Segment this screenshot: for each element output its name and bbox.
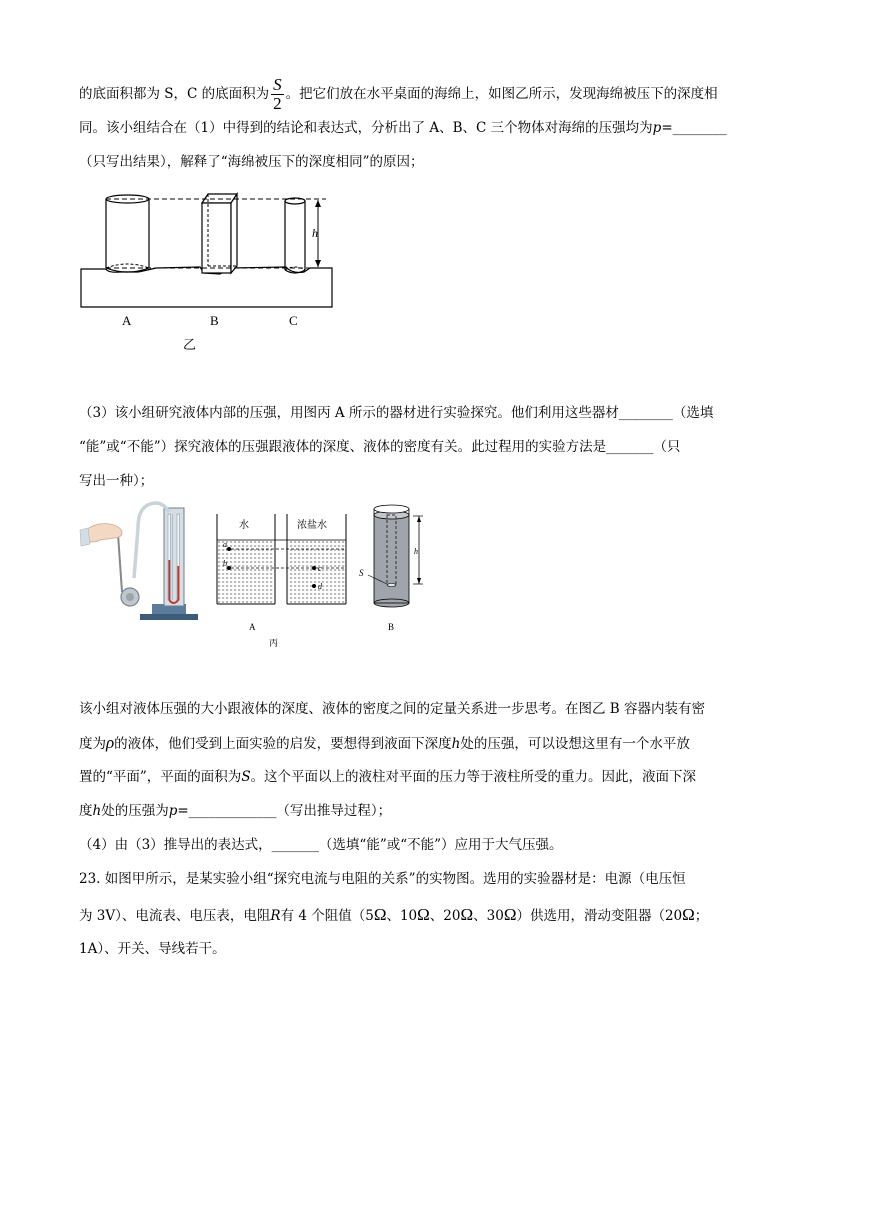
label-c: C	[289, 313, 298, 328]
label-a: A	[249, 622, 256, 632]
symbol-rho: ρ	[106, 733, 115, 752]
text: 的液体，他们受到上面实验的启发，要想得到液面下深度	[114, 736, 452, 752]
text: 有 4 个阻值（5	[280, 908, 374, 924]
question-23-text: 23. 如图甲所示，是某实验小组“探究电流与电阻的关系”的实物图。选用的实验器材是：电源（电压恒	[79, 871, 686, 887]
label-b: B	[210, 313, 219, 328]
variable-s: S	[241, 769, 251, 785]
text-line	[79, 76, 718, 113]
symbol-ohm: Ω	[682, 905, 695, 924]
label-brine: 浓盐水	[297, 520, 327, 531]
variable-p: p	[652, 120, 662, 136]
text-line	[79, 699, 705, 719]
text-line	[79, 767, 696, 787]
text: 。这个平面以上的液柱对平面的压力等于液柱所受的重力。因此，液面下深	[250, 769, 697, 785]
figure-yi	[78, 186, 340, 356]
symbol-ohm: Ω	[373, 905, 387, 924]
answer-blank: =_____________（写出推导过程）；	[177, 803, 392, 819]
text: 写出一种）；	[79, 473, 154, 489]
text: 置的“平面”，平面的面积为	[79, 769, 242, 785]
text: 度	[79, 803, 93, 819]
text-line	[79, 152, 424, 172]
text-line	[79, 905, 708, 926]
figure-caption: 乙	[183, 337, 197, 352]
text: 的底面积都为 S，C 的底面积为	[79, 86, 270, 102]
variable-h: h	[92, 803, 102, 819]
text-line	[79, 835, 563, 855]
variable-r: R	[270, 908, 281, 924]
text: 同。该小组结合在（1）中得到的结论和表达式，分析出了 A、B、C 三个物体对海绵的压强均为	[79, 120, 653, 136]
symbol-ohm: Ω	[417, 905, 430, 924]
label-h: h	[312, 226, 318, 240]
text-line	[79, 118, 727, 138]
text: 度为	[79, 736, 106, 752]
text-line	[79, 869, 686, 889]
point-b: b	[223, 559, 227, 568]
text: （4）由（3）推导出的表达式，_______（选填“能”或“不能”）应用于大气压强。	[79, 837, 563, 853]
symbol-ohm: Ω	[503, 905, 517, 924]
text: ；	[694, 908, 709, 924]
text: 。把它们放在水平桌面的海绵上，如图乙所示，发现海绵被压下的深度相	[285, 86, 718, 102]
text-line	[79, 733, 690, 754]
label-water: 水	[239, 520, 249, 531]
label-a: A	[122, 313, 132, 328]
text-line	[79, 939, 226, 959]
text: 处的压强，可以设想这里有一个水平放	[460, 736, 690, 752]
text: 为 3V）、电流表、电压表，电阻	[79, 908, 271, 924]
text: 、10	[386, 908, 418, 924]
fraction-s-over-2: $\frac{S}{2}$	[273, 75, 282, 113]
text: 处的压强为	[101, 803, 169, 819]
label-b: B	[388, 622, 395, 632]
text-line	[79, 801, 391, 821]
manometer-base	[140, 614, 198, 620]
label-s: S	[359, 568, 364, 578]
text-line	[79, 471, 153, 491]
text: 该小组对液体压强的大小跟液体的深度、液体的密度之间的定量关系进一步思考。在图乙 B 容器内装有密	[79, 701, 706, 717]
point-a: a	[223, 540, 227, 549]
variable-h: h	[451, 736, 461, 752]
text: 、30	[473, 908, 504, 924]
text: 1A）、开关、导线若干。	[79, 941, 226, 957]
text: （3）该小组研究液体内部的压强，用图丙 A 所示的器材进行实验探究。他们利用这些器材________（选填	[79, 405, 714, 421]
variable-p: p	[168, 803, 178, 819]
point-c: c	[318, 564, 322, 573]
text: （只写出结果），解释了“海绵被压下的深度相同”的原因；	[79, 154, 424, 170]
text-line	[79, 437, 680, 457]
text: ）供选用，滑动变阻器（20	[516, 908, 683, 924]
label-h: h	[414, 547, 418, 556]
text-line	[79, 403, 713, 423]
figure-caption: 丙	[269, 638, 279, 648]
figure-bing	[78, 500, 428, 656]
symbol-ohm: Ω	[460, 905, 474, 924]
text: “能”或“不能”）探究液体的压强跟液体的深度、液体的密度有关。此过程用的实验方法是_______（只	[79, 439, 681, 455]
text: 、20	[429, 908, 461, 924]
answer-blank: =________	[661, 120, 727, 136]
point-d: d	[318, 582, 322, 591]
